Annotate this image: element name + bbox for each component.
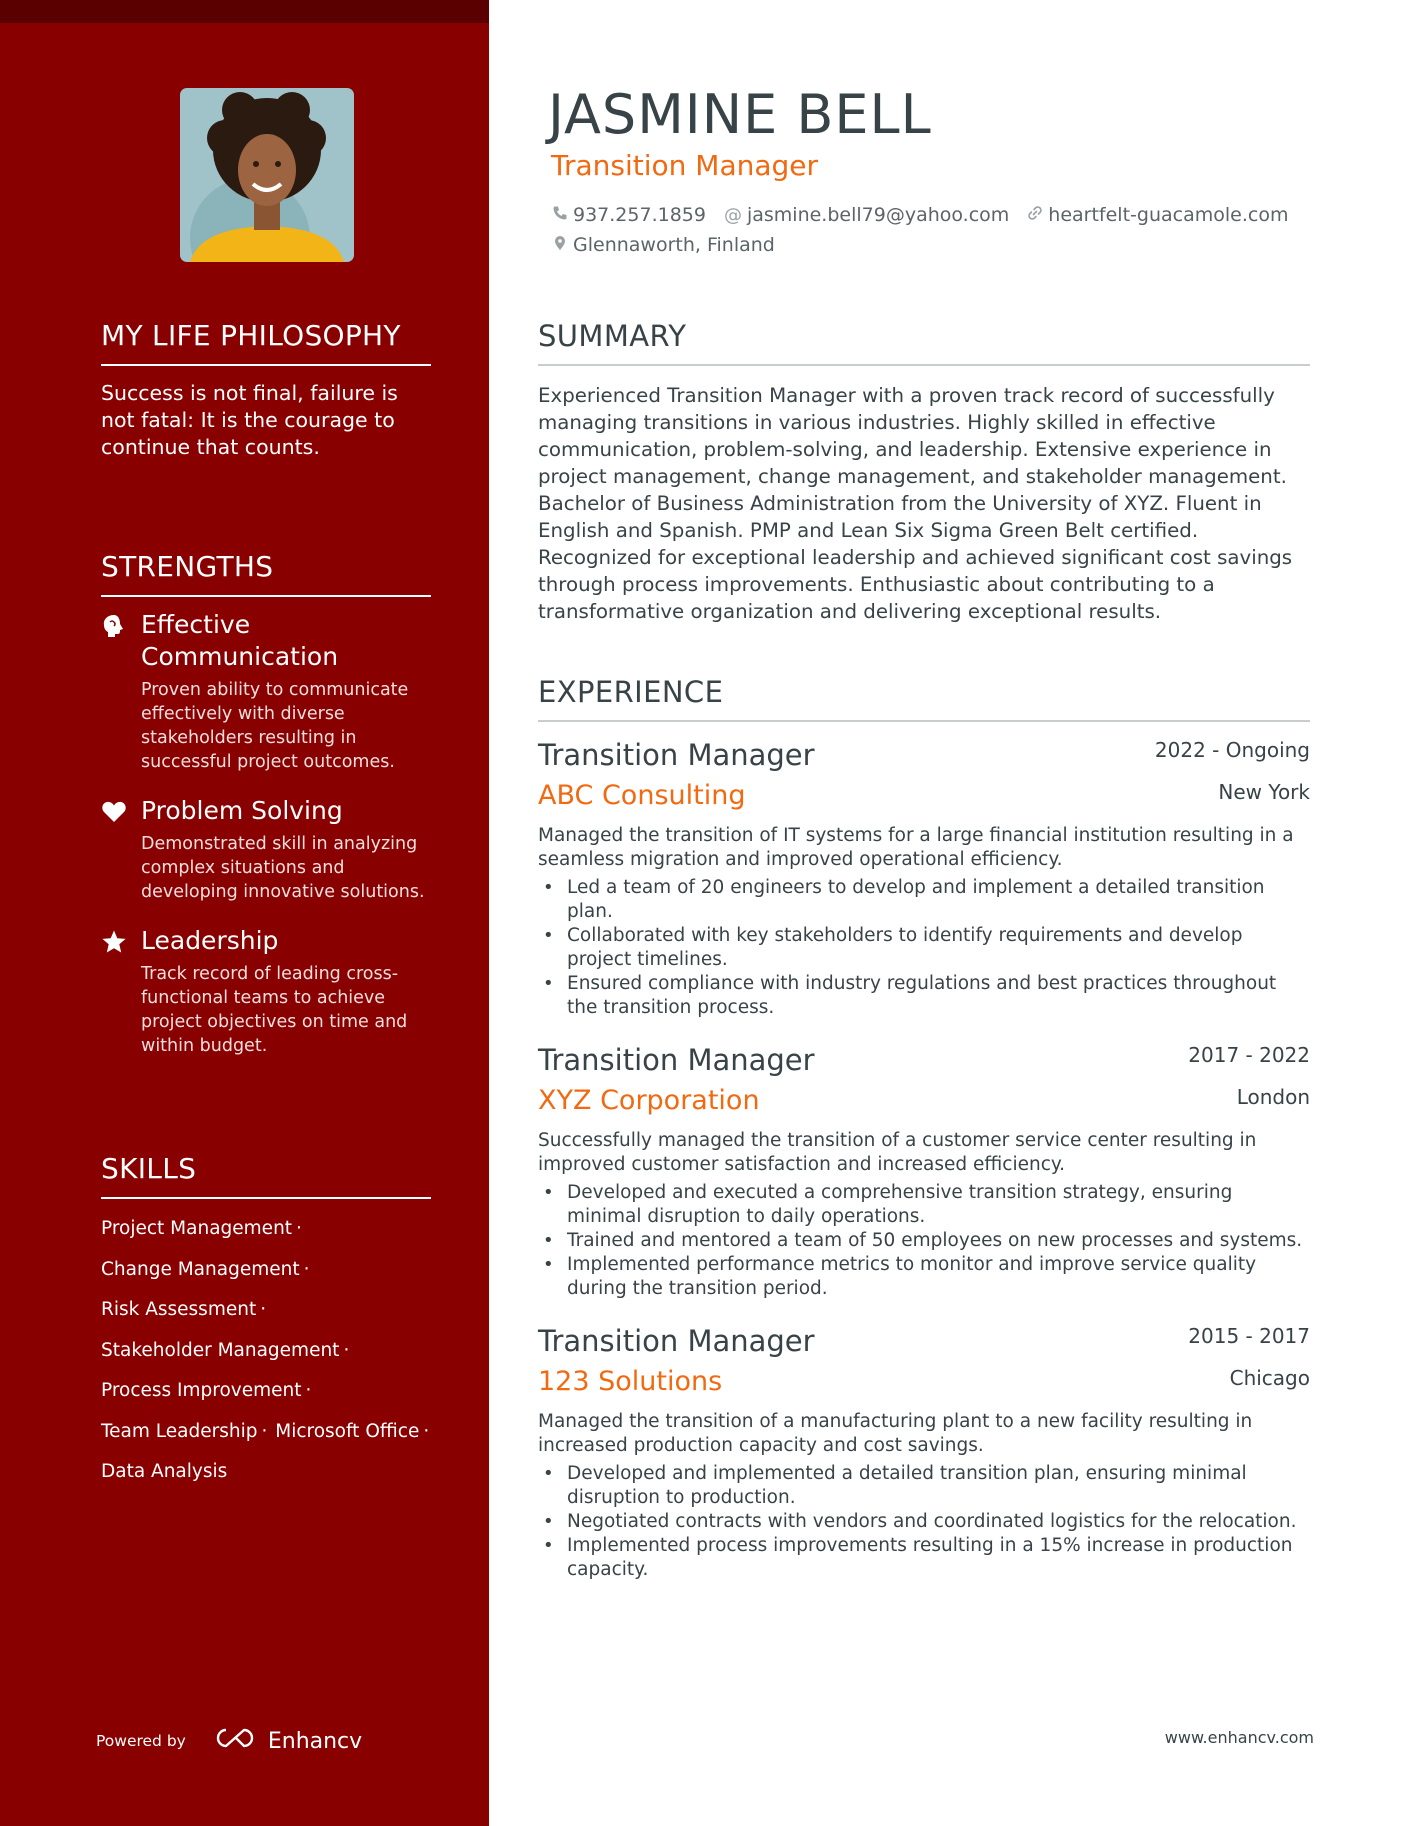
summary-section — [538, 318, 1310, 625]
job-header — [538, 1041, 1310, 1083]
job-bullet: • Negotiated contracts with vendors and coordinated logistics for the relocation. — [538, 1510, 1310, 1534]
job-bullet: • Trained and mentored a team of 50 employees on new processes and systems. — [538, 1229, 1310, 1253]
profile-photo — [180, 88, 354, 262]
skill-line: Process Improvement · — [101, 1380, 312, 1401]
strength-title: Leadership — [141, 926, 279, 955]
philosophy-title: MY LIFE PHILOSOPHY — [101, 318, 431, 366]
skills-section — [101, 1151, 431, 1493]
website-text: heartfelt-guacamole.com — [1048, 204, 1289, 226]
candidate-name: JASMINE BELL — [548, 83, 932, 146]
job-title: Transition Manager — [538, 1043, 815, 1077]
skill-item: Process Improvement — [101, 1380, 302, 1401]
brand-name: Enhancv — [267, 1728, 363, 1754]
sidebar — [0, 0, 489, 1826]
phone-icon — [552, 204, 568, 226]
skill-item: Team Leadership — [101, 1420, 258, 1442]
job-title: Transition Manager — [538, 738, 815, 772]
phone-text: 937.257.1859 — [573, 204, 706, 226]
skill-line: Change Management · — [101, 1258, 310, 1280]
job-bullets — [538, 1462, 1310, 1582]
strength-desc: Track record of leading cross-functional teams to achieve project objectives on time and within budget. — [141, 964, 408, 1056]
job-bullet: • Ensured compliance with industry regulations and best practices throughout the transition process. — [538, 972, 1310, 1020]
powered-label: Powered by — [96, 1732, 186, 1750]
powered-by — [96, 1726, 362, 1756]
philosophy-section — [101, 318, 431, 461]
experience-section — [538, 674, 1310, 1582]
skill-line: Team Leadership · Microsoft Office · — [101, 1420, 430, 1442]
job-company-row — [538, 1364, 1310, 1408]
job-company: XYZ Corporation — [538, 1085, 760, 1116]
email-text: jasmine.bell79@yahoo.com — [746, 204, 1010, 226]
experience-title: EXPERIENCE — [538, 674, 1310, 722]
job-description: Successfully managed the transition of a customer service center resulting in improved customer satisfaction and increased efficiency. — [538, 1130, 1257, 1175]
skill-item: Change Management — [101, 1258, 300, 1280]
job-entry — [538, 736, 1310, 1020]
job-bullet: • Collaborated with key stakeholders to identify requirements and develop project timelines. — [538, 924, 1310, 972]
skill-line: Risk Assessment · — [101, 1299, 267, 1320]
philosophy-text: Success is not final, failure is not fatal: It is the courage to continue that counts. — [101, 381, 398, 459]
strength-item — [101, 925, 431, 1058]
skill-line — [101, 1452, 431, 1493]
link-icon — [1027, 204, 1043, 226]
candidate-role: Transition Manager — [551, 149, 819, 182]
job-bullet: • Implemented process improvements resulting in a 15% increase in production capacity. — [538, 1534, 1310, 1582]
contact-website[interactable] — [1027, 204, 1288, 226]
job-bullets — [538, 876, 1310, 1020]
top-strip — [0, 0, 489, 23]
skill-item: Data Analysis — [101, 1461, 228, 1482]
location-pin-icon — [552, 234, 568, 256]
contact-row-2 — [552, 234, 775, 256]
skill-item: Project Management — [101, 1218, 293, 1239]
strength-item — [101, 609, 431, 774]
job-description: Managed the transition of IT systems for a large financial institution resulting in a seamless migration and improved operational efficiency. — [538, 825, 1294, 870]
skill-item: Stakeholder Management — [101, 1339, 340, 1361]
job-company-row — [538, 778, 1310, 822]
job-dates: 2022 - Ongoing — [1154, 738, 1310, 762]
job-bullet: • Developed and implemented a detailed transition plan, ensuring minimal disruption to production. — [538, 1462, 1310, 1510]
heart-icon — [101, 799, 127, 825]
at-icon: @ — [723, 204, 742, 226]
strength-item — [101, 795, 431, 904]
job-bullet: • Implemented performance metrics to monitor and improve service quality during the transition period. — [538, 1253, 1310, 1301]
summary-title: SUMMARY — [538, 318, 1310, 366]
job-company: ABC Consulting — [538, 780, 746, 811]
skills-list — [101, 1209, 431, 1493]
job-dates: 2017 - 2022 — [1188, 1043, 1310, 1067]
job-header — [538, 1322, 1310, 1364]
job-bullet: • Led a team of 20 engineers to develop and implement a detailed transition plan. — [538, 876, 1310, 924]
location-text: Glennaworth, Finland — [573, 234, 775, 256]
job-location: Chicago — [1229, 1366, 1310, 1390]
job-entry — [538, 1322, 1310, 1582]
job-description: Managed the transition of a manufacturing plant to a new facility resulting in increased production capacity and cost savings. — [538, 1411, 1253, 1456]
strength-title: Problem Solving — [141, 796, 343, 825]
strengths-title: STRENGTHS — [101, 549, 431, 597]
contact-location — [552, 234, 775, 256]
job-company: 123 Solutions — [538, 1366, 723, 1397]
job-location: New York — [1218, 780, 1310, 804]
contact-email[interactable] — [724, 204, 1009, 226]
strength-title: Effective Communication — [141, 610, 339, 671]
contact-row — [552, 204, 1288, 226]
job-bullets — [538, 1181, 1310, 1301]
star-icon — [101, 929, 127, 955]
brain-icon — [101, 613, 127, 639]
skill-item: Risk Assessment — [101, 1299, 257, 1320]
job-bullet: • Developed and executed a comprehensive transition strategy, ensuring minimal disruption to daily operations. — [538, 1181, 1310, 1229]
job-header — [538, 736, 1310, 778]
job-company-row — [538, 1083, 1310, 1127]
footer-website-link[interactable]: www.enhancv.com — [1164, 1728, 1314, 1747]
job-title: Transition Manager — [538, 1324, 815, 1358]
strength-desc: Proven ability to communicate effectively with diverse stakeholders resulting in successful project outcomes. — [141, 680, 409, 772]
skill-line: Project Management · — [101, 1218, 302, 1239]
job-entry — [538, 1041, 1310, 1301]
contact-phone[interactable] — [552, 204, 706, 226]
strengths-section — [101, 549, 431, 1058]
job-location: London — [1236, 1085, 1310, 1109]
skill-item: Microsoft Office — [275, 1420, 420, 1442]
skill-line: Stakeholder Management · — [101, 1339, 350, 1361]
brand-link[interactable] — [212, 1726, 362, 1756]
summary-text: Experienced Transition Manager with a proven track record of successfully managing transitions in various industries. Highly skilled in effective communication, problem-solving, and leadership. Extensive experience in project management, change management, and stakeholder management. Bachelor of Business Administration from the University of XYZ. Fluent in English and Spanish. PMP and Lean Six Sigma Green Belt certified. Recognized for exceptional leadership and achieved significant cost savings through process improvements. Enthusiastic about contributing to a transformative organization and delivering exceptional results. — [538, 384, 1293, 623]
skills-title: SKILLS — [101, 1151, 431, 1199]
strength-desc: Demonstrated skill in analyzing complex situations and developing innovative solutions. — [141, 834, 425, 902]
enhancv-logo-icon — [212, 1726, 258, 1756]
job-dates: 2015 - 2017 — [1188, 1324, 1310, 1348]
